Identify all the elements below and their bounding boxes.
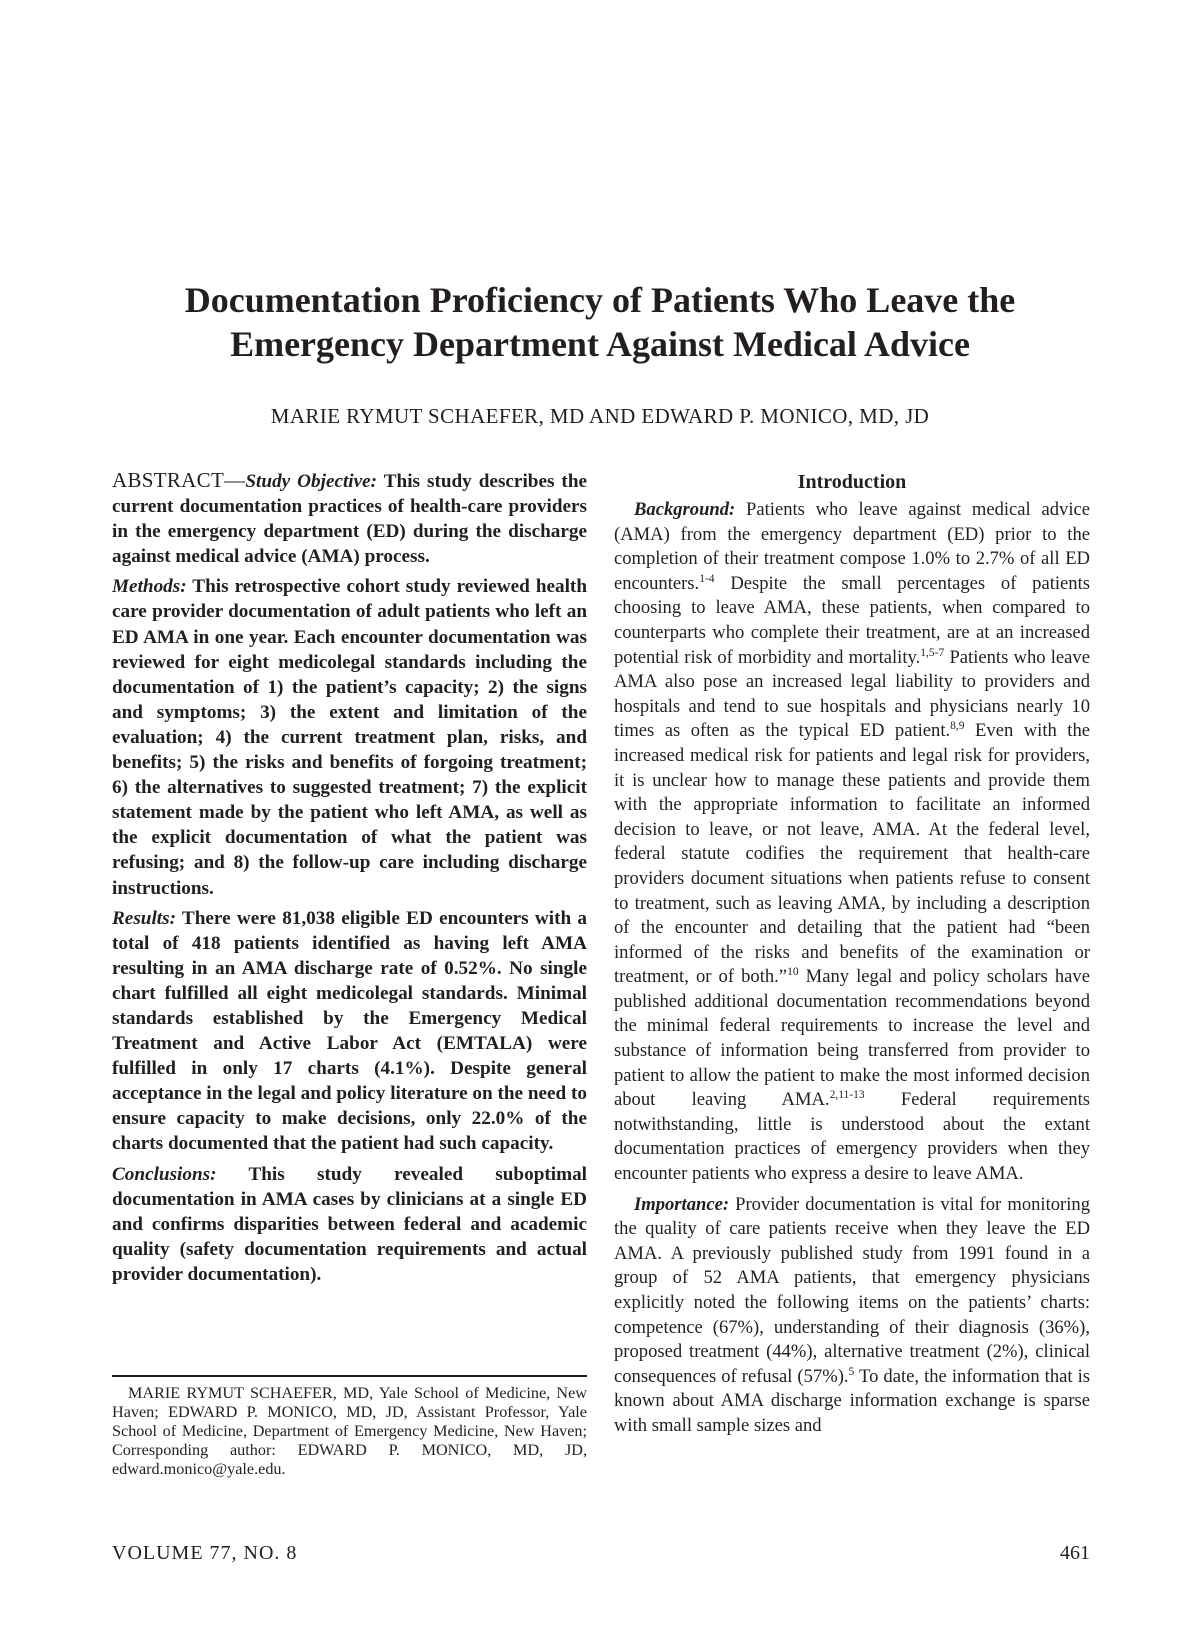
objective-text: This study describes the current documentation practices of health-care providers in the emergency department (ED) during the discharge against medical advice (AMA) process.	[112, 471, 588, 568]
results-label: Results:	[112, 907, 176, 929]
importance-label: Importance:	[634, 1193, 730, 1215]
background-paragraph	[614, 498, 1090, 1187]
background-label: Background:	[634, 499, 736, 520]
citation-ref: 1,5-7	[920, 646, 945, 659]
abstract-conclusions	[112, 1162, 587, 1287]
citation-ref: 5	[848, 1365, 855, 1378]
methods-text: This retrospective cohort study reviewed health care provider documentation of adult patients who left an ED AMA in one year. Each encounter documentation was reviewed for eight medicolegal standards including the documentation of 1) the patient’s capacity; 2) the signs and symptoms; 3) the extent and limitation of the evaluation; 4) the current treatment plan, risks, and benefits; 5) the risks and benefits of forgoing treatment; 6) the alternatives to suggested treatment; 7) the explicit statement made by the patient who left AMA, as well as the explicit documentation of what the patient was refusing; and 8) the follow-up care including discharge instructions.	[112, 576, 587, 899]
introduction-heading: Introduction	[797, 471, 907, 493]
background-text-1: Patients who leave against medical advice (AMA) from the emergency department (ED) prior to the completion of their treatment compose 1.0% to 2.7% of all ED encounters.	[614, 499, 1090, 594]
volume-info: VOLUME 77, NO. 8	[112, 1542, 298, 1564]
results-text: There were 81,038 eligible ED encounters with a total of 418 patients identified as having left AMA resulting in an AMA discharge rate of 0.52%. No single chart fulfilled all eight medicolegal standards. Minimal standards established by the Emergency Medical Treatment and Active Labor Act (EMTALA) were fulfilled in only 17 charts (4.1%). Despite general acceptance in the legal and policy literature on the need to ensure capacity to make decisions, only 22.0% of the charts documented that the patient had such capacity.	[112, 907, 588, 1155]
background-text-5: Many legal and policy scholars have published additional documentation recommendations beyond the minimal federal requirements to increase the level and substance of information being transferred from provider to patient to allow the patient to make the most informed decision about leaving AMA.	[614, 966, 1090, 1111]
objective-label: Study Objective:	[245, 471, 378, 492]
author-line: MARIE RYMUT SCHAEFER, MD AND EDWARD P. MONICO, MD, JD	[270, 404, 930, 428]
background-text-2: Despite the small percentages of patients choosing to leave AMA, these patients, when compared to counterparts who complete their treatment, are at an increased potential risk of morbidity and mortality.	[614, 572, 1090, 668]
background-text-6: Federal requirements notwithstanding, little is understood about the extant documentation practices of emergency providers when they encounter patients who express a desire to leave AMA.	[614, 1089, 1090, 1185]
abstract-heading: ABSTRACT—	[112, 468, 246, 492]
article-title-line-1: Documentation Proficiency of Patients Who Leave the	[184, 280, 1016, 320]
article-title-line-2: Emergency Department Against Medical Advice	[230, 324, 970, 364]
abstract-results	[112, 906, 587, 1157]
citation-ref: 8,9	[950, 720, 965, 733]
abstract-objective	[112, 468, 587, 569]
introduction-column	[614, 468, 1090, 1445]
abstract-column	[112, 468, 587, 1292]
background-text-3: Patients who leave AMA also pose an increased legal liability to providers and hospitals and tend to sue hospitals and physicians nearly 10 times as often as the typical ED patient.	[614, 646, 1090, 742]
conclusions-text: This study revealed suboptimal documentation in AMA cases by clinicians at a single ED and confirms disparities between federal and academic quality (safety documentation requirements and actual provider documentation).	[112, 1163, 587, 1285]
citation-ref: 2,11-13	[829, 1089, 865, 1102]
author-affiliation-footnote	[112, 1384, 587, 1479]
importance-text-1: Provider documentation is vital for monitoring the quality of care patients receive when they leave the ED AMA. A previously published study from 1991 found in a group of 52 AMA patients, that emergency physicians explicitly noted the following items on the patients’ charts: competence (67%), understanding of their diagnosis (36%), proposed treatment (44%), alternative treatment (2%), clinical consequences of refusal (57%).	[614, 1193, 1090, 1387]
background-text-4: Even with the increased medical risk for patients and legal risk for providers, it is unclear how to manage these patients and provide them with the appropriate information to facilitate an informed decision to leave, or not leave, AMA. At the federal level, federal statute codifies the requirement that health-care providers document situations when patients refuse to consent to treatment, such as leaving AMA, by including a description of the encounter and detailing that the patient had “been informed of the risks and benefits of the examination or treatment, or of both.”	[614, 720, 1090, 988]
article-title	[100, 278, 1100, 366]
citation-ref: 10	[787, 966, 799, 979]
page-number: 461	[1060, 1542, 1090, 1564]
footnote-text: MARIE RYMUT SCHAEFER, MD, Yale School of Medicine, New Haven; EDWARD P. MONICO, MD, JD, Assistant Professor, Yale School of Medicine, Department of Emergency Medicine, New Haven; Corresponding author: EDWARD P. MONICO, MD, JD, edward.monico@yale.edu.	[112, 1384, 587, 1478]
abstract-methods	[112, 574, 587, 900]
conclusions-label: Conclusions:	[112, 1163, 217, 1185]
importance-text-2: To date, the information that is known about AMA discharge information exchange is sparse with small sample sizes and	[614, 1365, 1090, 1436]
footnote-divider	[112, 1375, 587, 1377]
methods-label: Methods:	[112, 576, 187, 598]
citation-ref: 1-4	[699, 572, 715, 585]
importance-paragraph	[614, 1193, 1090, 1439]
